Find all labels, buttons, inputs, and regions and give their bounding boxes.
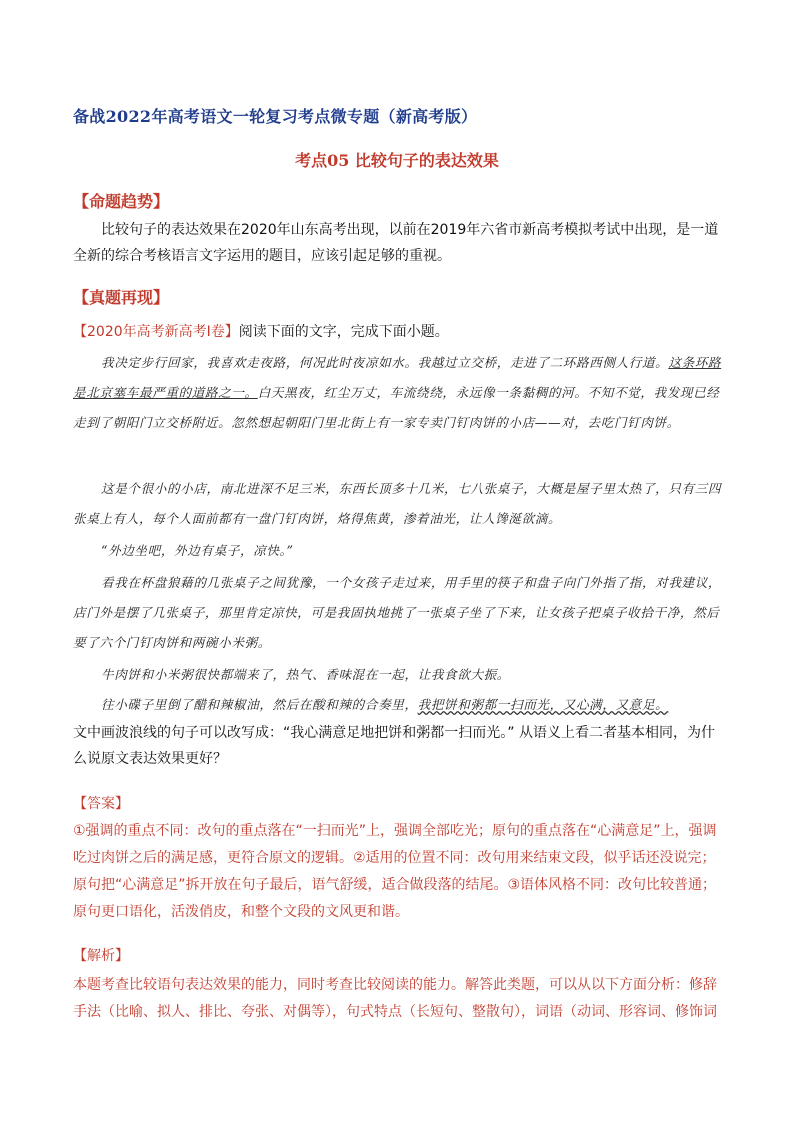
passage-paragraph-1 bbox=[73, 348, 723, 438]
analysis-label: 【解析】 bbox=[73, 948, 129, 964]
passage-p1-end: 白天黑夜，红尘万丈，车流绕绕，永远像一条黏稠的河。不知不觉，我发现已经走到了朝阳门立交桥附近。忽然想起朝阳门里北街上有一家专卖门钉肉饼的小店——对，去吃门钉肉饼。 bbox=[73, 385, 720, 430]
trend-text: 比较句子的表达效果在2020年山东高考出现，以前在2019年六省市新高考模拟考试中出现，是一道全新的综合考核语言文字运用的题目，应该引起足够的重视。 bbox=[73, 222, 719, 264]
passage-paragraph-6 bbox=[73, 690, 723, 720]
exam-source-line bbox=[73, 321, 449, 341]
trend-heading: 【命题趋势】 bbox=[73, 192, 170, 211]
underlined-sentence: 这条环路是北京塞车最严重的道路之一。 bbox=[73, 355, 722, 400]
exam-source-tag: 【2020年高考新高考Ⅰ卷】 bbox=[73, 324, 239, 340]
passage-paragraph-4: 看我在杯盘狼藉的几张桌子之间犹豫，一个女孩子走过来，用手里的筷子和盘子向门外指了指，对我建议，店门外是摆了几张桌子，那里肯定凉快，可是我固执地挑了一张桌子坐了下来，让女孩子把桌子收拾干净，然后要了六个门钉肉饼和两碗小米粥。 bbox=[73, 575, 722, 650]
passage-p6-start: 往小碟子里倒了醋和辣椒油，然后在酸和辣的合奏里， bbox=[101, 697, 418, 712]
answer-text: ①强调的重点不同：改句的重点落在“一扫而光”上，强调全部吃光；原句的重点落在“心满意足”上，强调吃过肉饼之后的满足感，更符合原文的逻辑。②适用的位置不同：改句用来结束文段，似乎话还没说完；原句把“心满意足”拆开放在句子最后，语气舒缓，适合做段落的结尾。③语体风格不同：改句比较普通；原句更口语化，活泼俏皮，和整个文段的文风更和谐。 bbox=[73, 823, 717, 920]
passage-paragraph-2: 这是个很小的小店，南北进深不足三米，东西长顶多十几米，七八张桌子，大概是屋子里太热了，只有三四张桌上有人，每个人面前都有一盘门钉肉饼，烙得焦黄，渗着油光，让人馋涎欲滴。 bbox=[73, 481, 722, 526]
document-title: 备战2022年高考语文一轮复习考点微专题（新高考版） bbox=[73, 107, 478, 126]
passage-paragraph-5: 牛肉饼和小米粥很快都端来了，热气、香味混在一起，让我食欲大振。 bbox=[101, 667, 511, 682]
passage-p1-start: 我决定步行回家，我喜欢走夜路，何况此时夜凉如水。我越过立交桥，走进了二环路西侧人行道。 bbox=[101, 355, 669, 370]
document-subtitle: 考点05 比较句子的表达效果 bbox=[295, 151, 499, 170]
answer-label: 【答案】 bbox=[73, 796, 129, 812]
exam-heading: 【真题再现】 bbox=[73, 288, 170, 307]
analysis-text: 本题考查比较语句表达效果的能力，同时考查比较阅读的能力。解答此类题，可以从以下方面分析：修辞手法（比喻、拟人、排比、夸张、对偶等），句式特点（长短句、整散句），词语（动词、形容词、修饰词 bbox=[73, 977, 717, 1020]
wavy-underlined-sentence: 我把饼和粥都一扫而光，又心满，又意足。 bbox=[417, 697, 669, 712]
question-text: 文中画波浪线的句子可以改写成：“我心满意足地把饼和粥都一扫而光。” 从语义上看二者基本相同，为什么说原文表达效果更好？ bbox=[73, 725, 715, 767]
passage-paragraph-3: “外边坐吧，外边有桌子，凉快。” bbox=[101, 543, 294, 558]
exam-instruction: 阅读下面的文字，完成下面小题。 bbox=[238, 324, 449, 340]
